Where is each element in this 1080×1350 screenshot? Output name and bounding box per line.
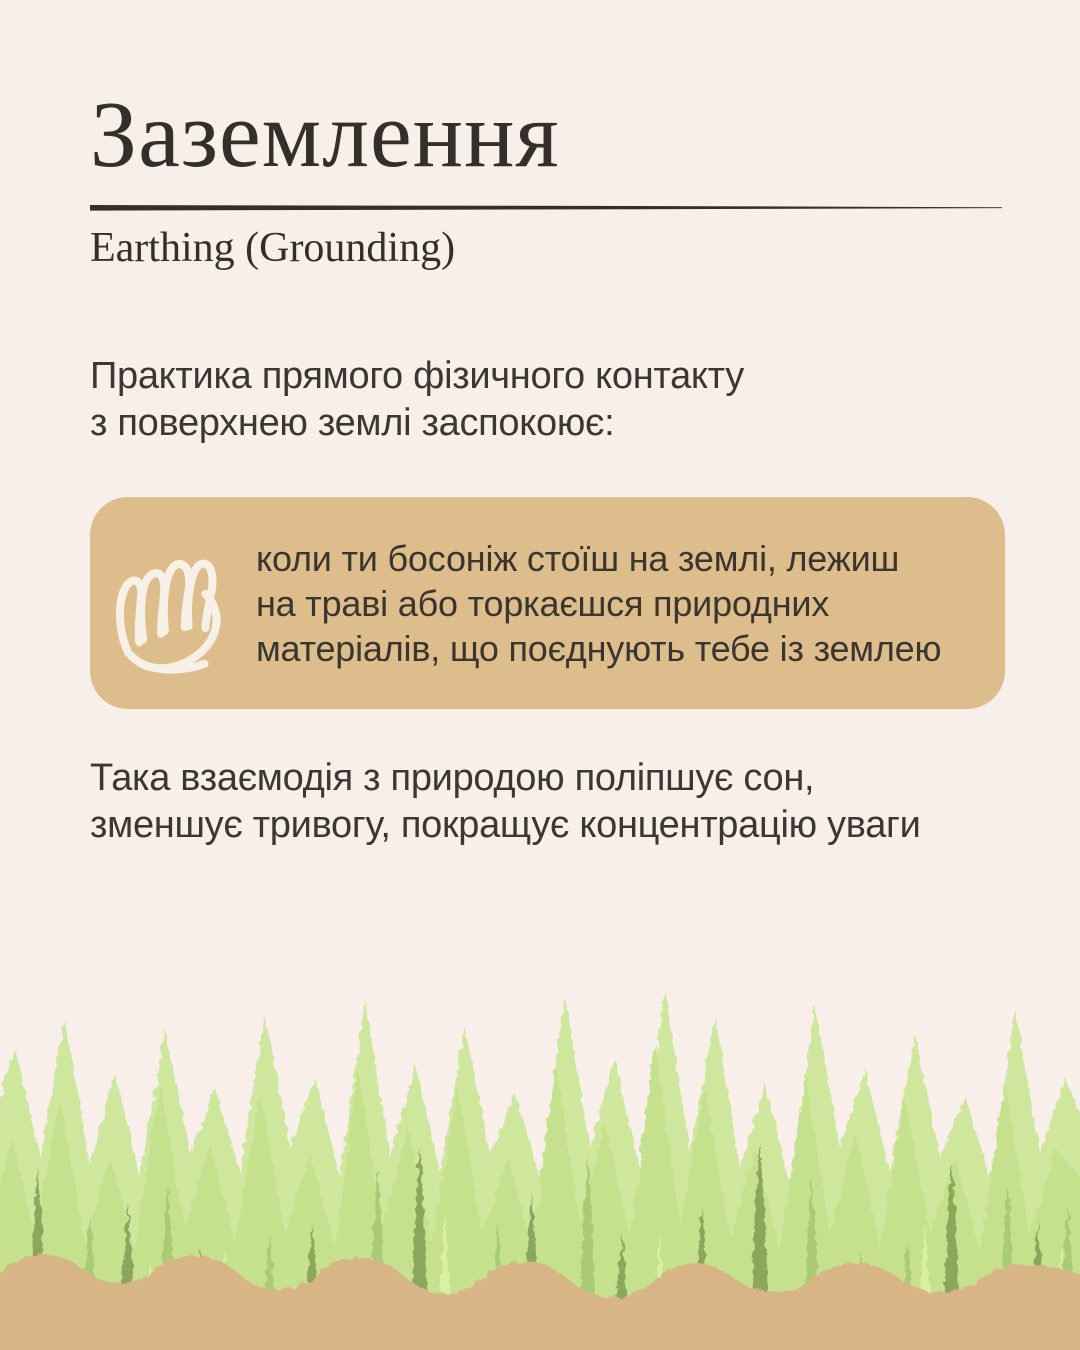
grass-illustration [0,988,1080,1350]
callout-line: коли ти босоніж стоїш на землі, лежиш [256,537,900,579]
title-underline [90,204,1002,212]
hand-icon [112,528,230,678]
page-subtitle: Earthing (Grounding) [90,225,456,271]
intro-line: з поверхнею землі заспокоює: [90,402,615,445]
callout-text [256,536,941,671]
intro-line: Практика прямого фізичного контакту [90,355,744,398]
page-title: Заземлення [90,83,560,187]
outro-line: Така взаємодія з природою поліпшує сон, [90,757,815,800]
callout-card [90,497,1005,709]
intro-text [90,353,1005,447]
outro-text [90,755,1005,849]
callout-line: матеріалів, що поєднують тебе із землею [256,627,942,669]
callout-line: на траві або торкаєшся природних [256,582,830,624]
outro-line: зменшує тривогу, покращує концентрацію уваги [90,804,921,847]
